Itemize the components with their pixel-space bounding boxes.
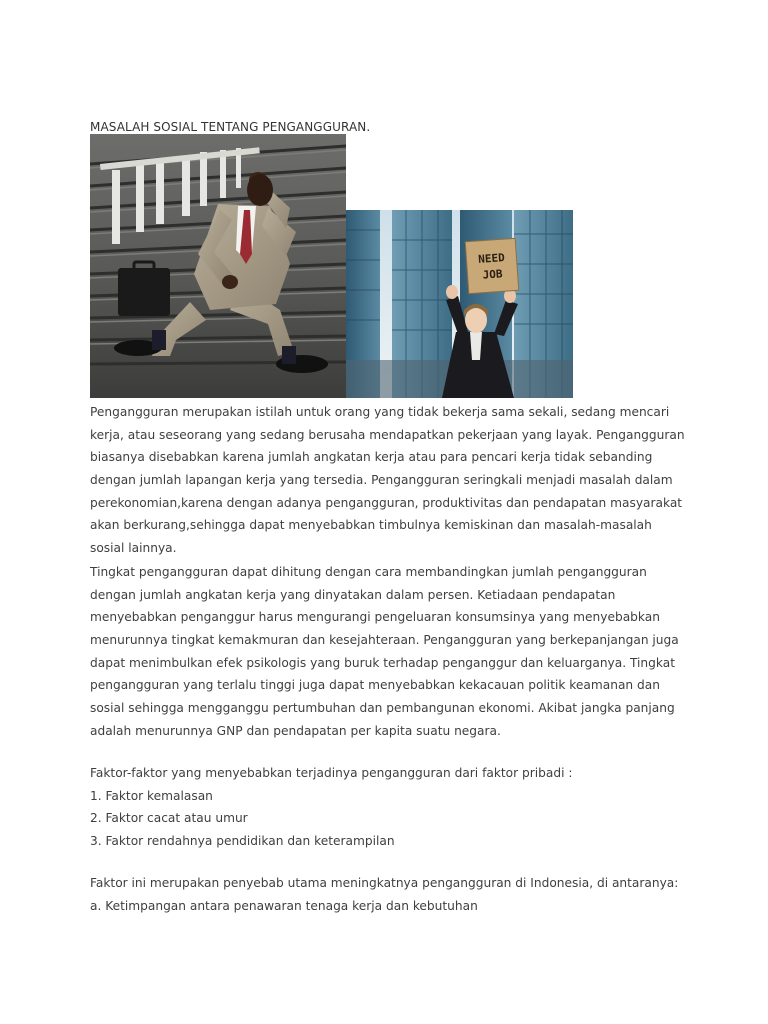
photo-need-job-sign: [346, 210, 573, 398]
paragraph-main-factors: [90, 872, 690, 917]
text-line: akan berkurang,sehingga dapat menyebabkan timbulnya kemiskinan dan masalah-masalah: [90, 518, 652, 533]
text-line: adalah menurunnya GNP dan pendapatan per kapita suatu negara.: [90, 723, 501, 738]
list-item: 1. Faktor kemalasan: [90, 788, 213, 803]
text-line: sosial sehingga mengganggu pertumbuhan dan pembangunan ekonomi. Akibat jangka panjang: [90, 701, 675, 716]
text-line: Faktor ini merupakan penyebab utama meningkatnya pengangguran di Indonesia, di antaranya:: [90, 876, 679, 890]
paragraph-personal-factors: [90, 762, 690, 853]
text-line: dapat menimbulkan efek psikologis yang buruk terhadap penganggur dan keluarganya. Tingkat: [90, 655, 675, 670]
svg-text:NEED: NEED: [477, 251, 506, 266]
list-item: a. Ketimpangan antara penawaran tenaga kerja dan kebutuhan: [90, 898, 478, 913]
page-title: MASALAH SOSIAL TENTANG PENGANGGURAN.: [90, 120, 371, 134]
text-line: menurunnya tingkat kemakmuran dan kesejahteraan. Pengangguran yang berkepanjangan juga: [90, 633, 679, 648]
text-line: menyebabkan penganggur harus mengurangi pengeluaran konsumsinya yang menyebabkan: [90, 610, 660, 625]
text-line: Pengangguran merupakan istilah untuk orang yang tidak bekerja sama sekali, sedang mencari: [90, 405, 670, 419]
text-line: Tingkat pengangguran dapat dihitung dengan cara membandingkan jumlah pengangguran: [90, 565, 647, 579]
photo-man-on-stairs: [90, 134, 346, 398]
paragraph-unemployment-rate: [90, 561, 690, 743]
text-line: pengangguran yang terlalu tinggi juga dapat menyebabkan kekacauan politik keamanan dan: [90, 678, 660, 693]
text-line: biasanya disebabkan karena jumlah angkatan kerja atau para pencari kerja tidak sebanding: [90, 450, 653, 465]
text-line: perekonomian,karena dengan adanya pengangguran, produktivitas dan pendapatan masyarakat: [90, 495, 683, 510]
paragraph-definition: [90, 401, 690, 560]
text-line: dengan jumlah lapangan kerja yang tersedia. Pengangguran seringkali menjadi masalah dalam: [90, 473, 673, 488]
list-item: 2. Faktor cacat atau umur: [90, 811, 248, 826]
text-line: dengan jumlah angkatan kerja yang dinyatakan dalam persen. Ketiadaan pendapatan: [90, 587, 616, 602]
text-line: sosial lainnya.: [90, 541, 177, 556]
text-line: kerja, atau seseorang yang sedang berusaha mendapatkan pekerjaan yang layak. Pengangguran: [90, 427, 685, 442]
text-line: Faktor-faktor yang menyebabkan terjadinya pengangguran dari faktor pribadi :: [90, 766, 573, 780]
list-item: 3. Faktor rendahnya pendidikan dan keterampilan: [90, 834, 395, 849]
svg-text:JOB: JOB: [482, 267, 503, 282]
